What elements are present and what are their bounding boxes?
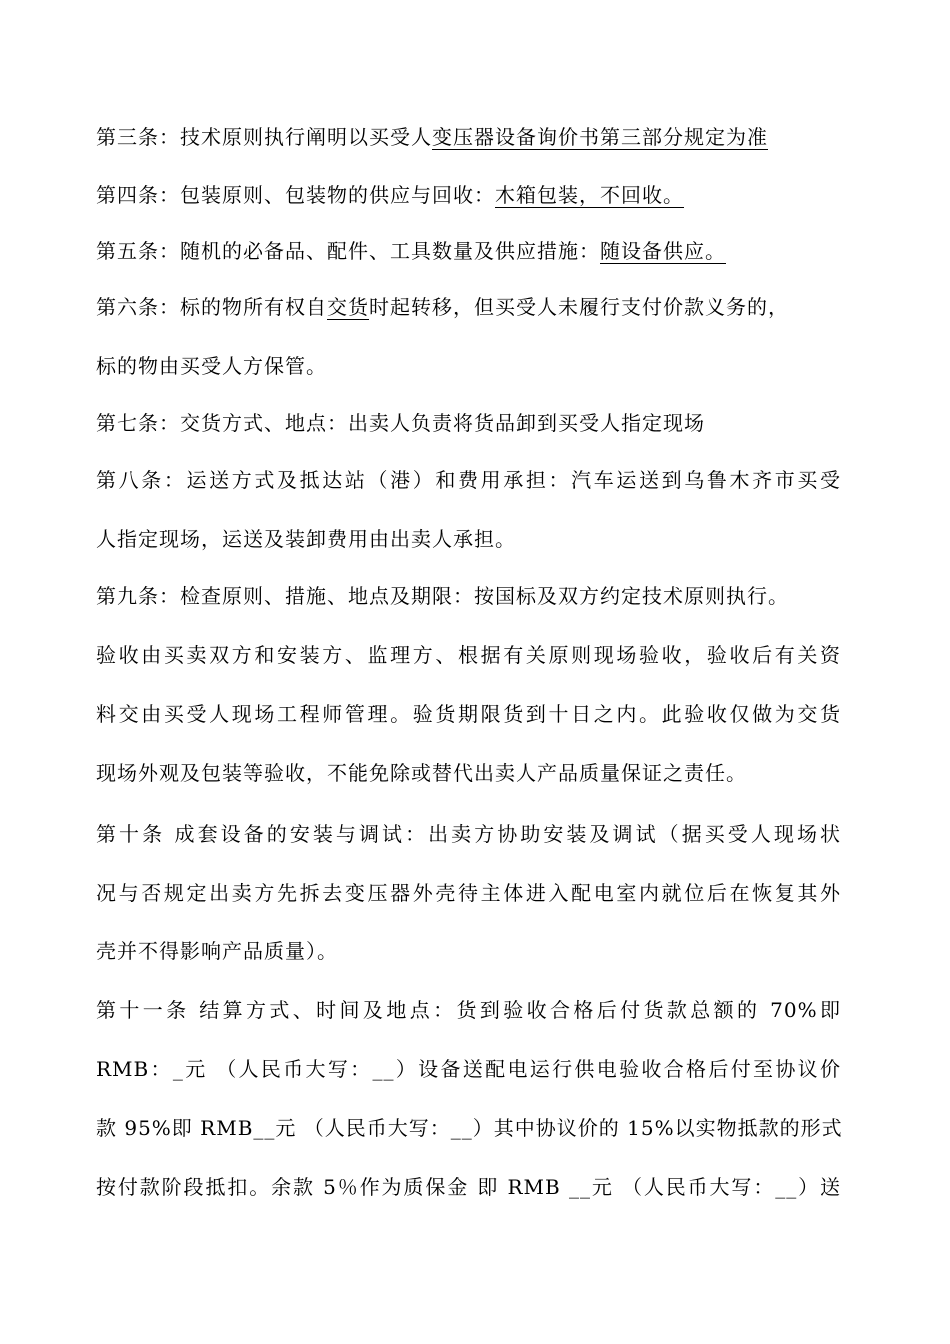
clause-9-line-4: 现场外观及包装等验收，不能免除或替代出卖人产品质量保证之责任。	[96, 761, 747, 785]
clause-9-line-1: 第九条：检查原则、措施、地点及期限：按国标及双方约定技术原则执行。	[96, 584, 789, 608]
clause-11-line-3: 款 95%即 RMB__元 （人民币大写：__）其中协议价的 15%以实物抵款的形式	[96, 1116, 843, 1140]
clause-6-underlined: 交货	[327, 295, 369, 319]
clause-10-line-2: 况与否规定出卖方先拆去变压器外壳待主体进入配电室内就位后在恢复其外	[96, 881, 841, 905]
clause-6-text-a: 标的物所有权自	[180, 295, 327, 319]
clause-11-line-1: 第十一条 结算方式、时间及地点：货到验收合格后付货款总额的 70%即	[96, 998, 841, 1022]
clause-5-underlined: 随设备供应。	[600, 239, 726, 263]
clause-9-line-3: 料交由买受人现场工程师管理。验货期限货到十日之内。此验收仅做为交货	[96, 702, 841, 726]
clause-8-line-2: 人指定现场，运送及装卸费用由出卖人承担。	[96, 527, 516, 551]
clause-3	[96, 117, 768, 157]
clause-5-text: 随机的必备品、配件、工具数量及供应措施：	[180, 239, 600, 263]
clause-4	[96, 175, 684, 215]
clause-5-label: 第五条：	[96, 239, 180, 263]
clause-10-line-3: 壳并不得影响产品质量）。	[96, 939, 338, 963]
clause-3-text: 技术原则执行阐明以买受人	[180, 125, 432, 149]
clause-11-line-4: 按付款阶段抵扣。余款 5％作为质保金 即 RMB __元 （人民币大写：__）送	[96, 1175, 841, 1199]
clause-6-line-2: 标的物由买受人方保管。	[96, 354, 327, 378]
clause-9-line-2: 验收由买卖双方和安装方、监理方、根据有关原则现场验收，验收后有关资	[96, 643, 841, 667]
clause-3-label: 第三条：	[96, 125, 180, 149]
clause-6-text-b: 时起转移，但买受人未履行支付价款义务的，	[369, 295, 789, 319]
clause-8-line-1: 第八条：运送方式及抵达站（港）和费用承担：汽车运送到乌鲁木齐市买受	[96, 468, 841, 492]
clause-10-line-1: 第十条 成套设备的安装与调试：出卖方协助安装及调试（据买受人现场状	[96, 822, 841, 846]
clause-4-text: 包装原则、包装物的供应与回收：	[180, 183, 495, 207]
clause-7-line-1: 第七条：交货方式、地点：出卖人负责将货品卸到买受人指定现场	[96, 411, 705, 435]
clause-6-label: 第六条：	[96, 295, 180, 319]
clause-11-line-2: RMB：_元 （人民币大写：__）设备送配电运行供电验收合格后付至协议价	[96, 1057, 841, 1081]
clause-3-underlined: 变压器设备询价书第三部分规定为准	[432, 125, 768, 149]
clause-4-label: 第四条：	[96, 183, 180, 207]
clause-4-underlined: 木箱包装，不回收。	[495, 183, 684, 207]
clause-5	[96, 231, 726, 271]
clause-6-line-1	[96, 287, 789, 327]
